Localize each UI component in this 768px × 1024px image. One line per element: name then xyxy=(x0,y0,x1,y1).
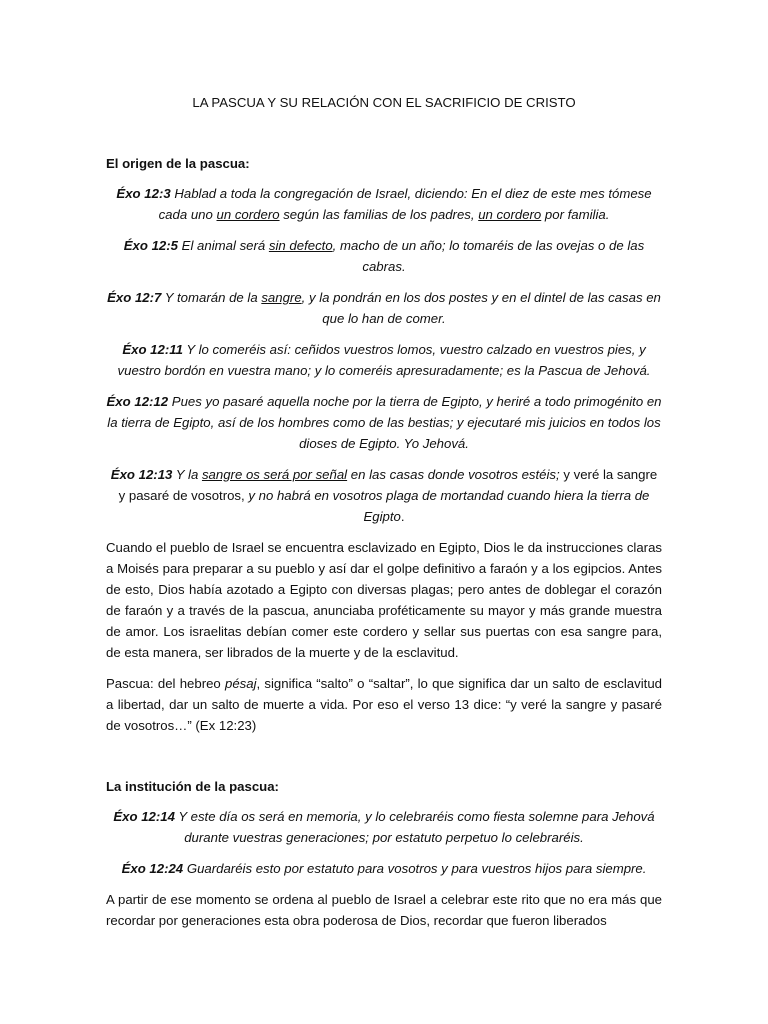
verse-exo-12-5 xyxy=(106,235,662,277)
verse-text: Hablad a toda la congregación de Israel, diciendo: En el diez de este mes tómese cada uno xyxy=(158,186,652,222)
verse-text: por familia. xyxy=(541,207,610,222)
verse-text-plain: . xyxy=(400,509,405,524)
verse-text: El animal será xyxy=(178,238,269,253)
section-spacer xyxy=(106,746,662,776)
verse-ref: Éxo 12:7 xyxy=(107,290,162,305)
paragraph-text: , significa “salto” o “saltar”, lo que significa dar un salto de esclavitud a libertad, dar un salto de muerte a vida. Por eso el verso 13 dice: “y veré la sangre y pasaré de vosotros…” (Ex 12:23) xyxy=(106,676,662,733)
paragraph-pesaj xyxy=(106,673,662,736)
verse-text: , macho de un año; lo tomaréis de las ovejas o de las cabras. xyxy=(332,238,645,274)
verse-exo-12-13 xyxy=(106,464,662,527)
verse-underline: sin defecto xyxy=(268,238,333,253)
paragraph-egipto: Cuando el pueblo de Israel se encuentra esclavizado en Egipto, Dios le da instrucciones claras a Moisés para preparar a su pueblo y así dar el golpe definitivo a faraón y a los egipcios. Antes de esto, Dios había azotado a Egipto con diversas plagas; pero antes de doblegar el corazón de faraón y a través de la pascua, anunciaba proféticamente su mayor y más grande muestra de amor. Los israelitas debían comer este cordero y sellar sus puertas con esa sangre para, de esta manera, ser librados de la muerte y de la esclavitud. xyxy=(106,540,662,660)
verse-underline: un cordero xyxy=(216,207,280,222)
verse-exo-12-24 xyxy=(106,858,662,879)
verse-text: Y la xyxy=(172,467,202,482)
verse-text-plain: y veré la sangre y pasaré de vosotros, xyxy=(118,467,658,503)
verse-text: Y este día os será en memoria, y lo celebraréis como fiesta solemne para Jehová durante vuestras generaciones; por estatuto perpetuo lo celebraréis. xyxy=(174,809,655,845)
verse-ref: Éxo 12:12 xyxy=(106,394,169,409)
verse-text: , y la pondrán en los dos postes y en el dintel de las casas en que lo han de comer. xyxy=(301,290,661,326)
verse-exo-12-12 xyxy=(106,391,662,454)
verse-ref: Éxo 12:5 xyxy=(123,238,178,253)
verse-ref: Éxo 12:14 xyxy=(113,809,175,824)
verse-text: Y tomarán de la xyxy=(161,290,262,305)
verse-text: Pues yo pasaré aquella noche por la tierra de Egipto, y heriré a todo primogénito en la tierra de Egipto, así de los hombres como de las bestias; y ejecutaré mis juicios en todos los dioses de Egipto. Yo Jehová. xyxy=(107,394,662,451)
document-body xyxy=(106,92,662,941)
verse-text: Guardaréis esto por estatuto para vosotros y para vuestros hijos para siempre. xyxy=(183,861,647,876)
verse-ref: Éxo 12:24 xyxy=(121,861,184,876)
verse-text: según las familias de los padres, xyxy=(279,207,479,222)
verse-text: y no habrá en vosotros plaga de mortandad cuando hiera la tierra de Egipto xyxy=(244,488,650,524)
verse-exo-12-3 xyxy=(106,183,662,225)
section-heading-institucion: La institución de la pascua: xyxy=(106,779,279,794)
verse-exo-12-11 xyxy=(106,339,662,381)
verse-ref: Éxo 12:13 xyxy=(110,467,173,482)
verse-ref: Éxo 12:11 xyxy=(122,342,183,357)
verse-exo-12-7 xyxy=(106,287,662,329)
verse-ref: Éxo 12:3 xyxy=(116,186,171,201)
verse-underline: sangre os será por señal xyxy=(201,467,348,482)
verse-underline: un cordero xyxy=(478,207,542,222)
verse-text: Y lo comeréis así: ceñidos vuestros lomos, vuestro calzado en vuestros pies, y vuestro bordón en vuestra mano; y lo comeréis apresuradamente; es la Pascua de Jehová. xyxy=(117,342,651,378)
document-title: LA PASCUA Y SU RELACIÓN CON EL SACRIFICIO DE CRISTO xyxy=(192,95,576,110)
paragraph-text: Pascua: del hebreo xyxy=(106,676,225,691)
verse-text: en las casas donde vosotros estéis; xyxy=(347,467,560,482)
verse-underline: sangre xyxy=(261,290,302,305)
paragraph-rito: A partir de ese momento se ordena al pueblo de Israel a celebrar este rito que no era más que recordar por generaciones esta obra poderosa de Dios, recordar que fueron liberados xyxy=(106,892,662,928)
verse-exo-12-14 xyxy=(106,806,662,848)
section-heading-origen: El origen de la pascua: xyxy=(106,156,250,171)
paragraph-italic: pésaj xyxy=(224,676,257,691)
